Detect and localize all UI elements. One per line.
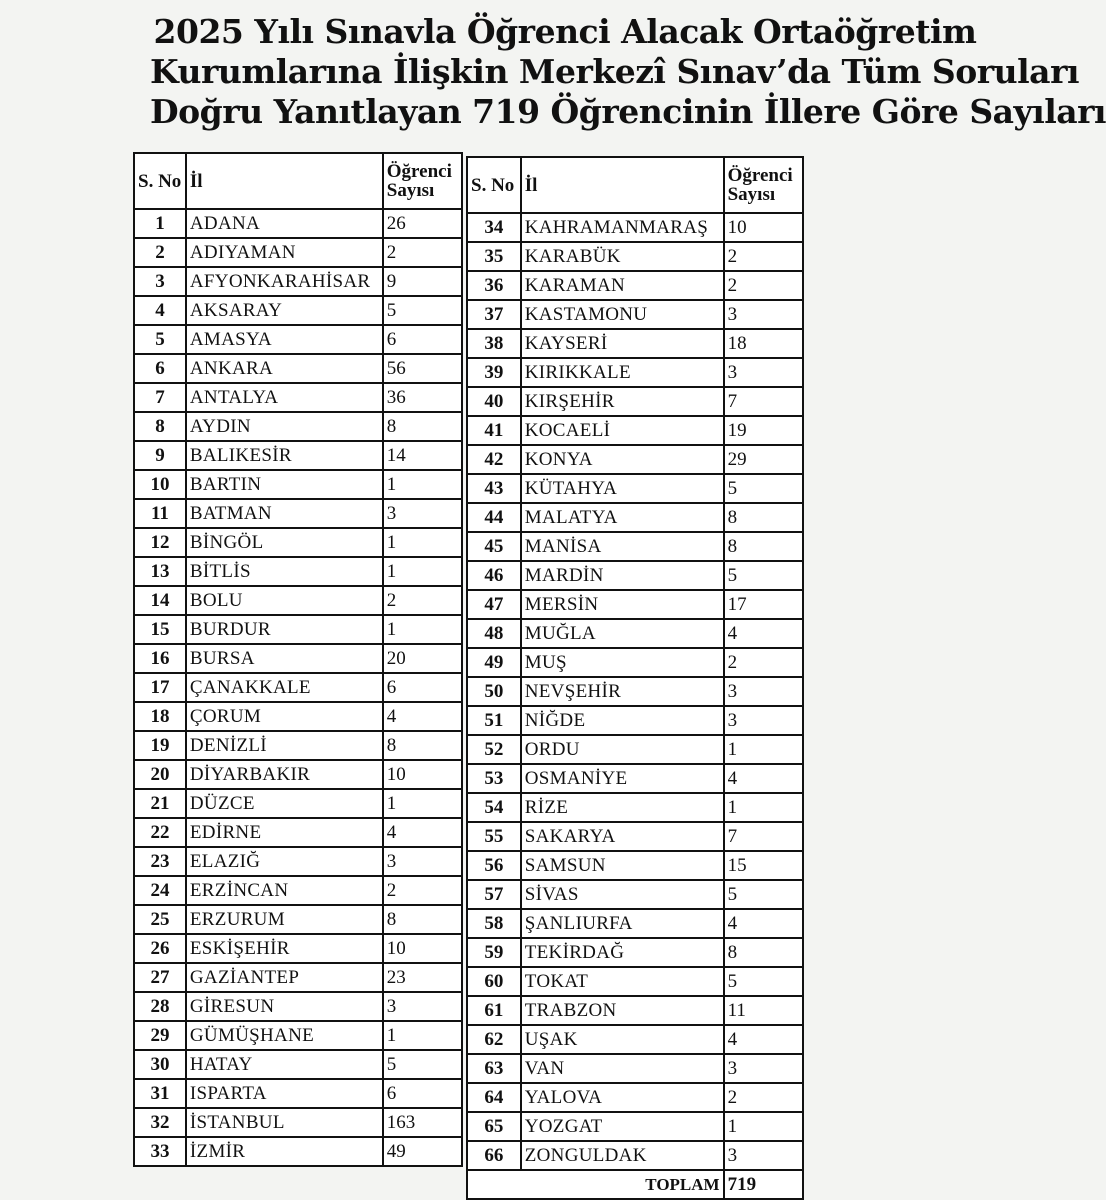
province-name: BATMAN	[186, 499, 383, 528]
student-count: 7	[724, 822, 803, 851]
student-count: 1	[724, 793, 803, 822]
province-name: AMASYA	[186, 325, 383, 354]
province-name: ZONGULDAK	[521, 1141, 724, 1170]
row-number: 32	[134, 1108, 186, 1137]
header-count-line1: Öğrenci	[386, 161, 452, 182]
right-province-table	[466, 156, 804, 1200]
table-header-row	[467, 157, 803, 213]
row-number: 2	[134, 238, 186, 267]
row-number: 4	[134, 296, 186, 325]
province-name: MALATYA	[521, 503, 724, 532]
table-row	[467, 1025, 803, 1054]
row-number: 33	[134, 1137, 186, 1166]
province-name: KONYA	[521, 445, 724, 474]
table-row	[134, 818, 462, 847]
row-number: 63	[467, 1054, 521, 1083]
province-name: VAN	[521, 1054, 724, 1083]
row-number: 16	[134, 644, 186, 673]
province-name: GİRESUN	[186, 992, 383, 1021]
student-count: 2	[724, 1083, 803, 1112]
table-row	[134, 702, 462, 731]
province-name: UŞAK	[521, 1025, 724, 1054]
province-name: EDİRNE	[186, 818, 383, 847]
table-row	[467, 329, 803, 358]
row-number: 48	[467, 619, 521, 648]
student-count: 4	[724, 909, 803, 938]
province-name: KARAMAN	[521, 271, 724, 300]
student-count: 19	[724, 416, 803, 445]
province-name: MERSİN	[521, 590, 724, 619]
table-row	[134, 847, 462, 876]
table-row	[467, 387, 803, 416]
province-name: KARABÜK	[521, 242, 724, 271]
row-number: 13	[134, 557, 186, 586]
table-row	[134, 1021, 462, 1050]
province-name: BİNGÖL	[186, 528, 383, 557]
table-row	[134, 644, 462, 673]
province-name: BURSA	[186, 644, 383, 673]
row-number: 7	[134, 383, 186, 412]
province-name: KÜTAHYA	[521, 474, 724, 503]
row-number: 65	[467, 1112, 521, 1141]
student-count: 2	[724, 648, 803, 677]
table-row	[134, 354, 462, 383]
province-name: SAMSUN	[521, 851, 724, 880]
row-number: 26	[134, 934, 186, 963]
title-line-1: 2025 Yılı Sınavla Öğrenci Alacak Ortaöğretim	[153, 12, 977, 51]
province-name: BURDUR	[186, 615, 383, 644]
row-number: 61	[467, 996, 521, 1025]
row-number: 62	[467, 1025, 521, 1054]
province-name: İSTANBUL	[186, 1108, 383, 1137]
table-row	[467, 532, 803, 561]
table-row	[134, 1108, 462, 1137]
student-count: 5	[724, 561, 803, 590]
table-row	[134, 238, 462, 267]
student-count: 1	[383, 470, 462, 499]
row-number: 34	[467, 213, 521, 242]
row-number: 49	[467, 648, 521, 677]
row-number: 53	[467, 764, 521, 793]
province-name: BOLU	[186, 586, 383, 615]
province-name: AFYONKARAHİSAR	[186, 267, 383, 296]
table-row	[134, 325, 462, 354]
student-count: 1	[383, 557, 462, 586]
header-count	[724, 157, 803, 213]
student-count: 3	[724, 677, 803, 706]
table-row	[134, 1079, 462, 1108]
student-count: 3	[724, 358, 803, 387]
student-count: 4	[724, 1025, 803, 1054]
table-row	[467, 1054, 803, 1083]
table-row	[134, 1050, 462, 1079]
table-row	[467, 1083, 803, 1112]
table-row	[467, 619, 803, 648]
row-number: 10	[134, 470, 186, 499]
student-count: 3	[724, 300, 803, 329]
province-name: DENİZLİ	[186, 731, 383, 760]
row-number: 64	[467, 1083, 521, 1112]
row-number: 8	[134, 412, 186, 441]
student-count: 4	[724, 619, 803, 648]
row-number: 18	[134, 702, 186, 731]
row-number: 39	[467, 358, 521, 387]
table-row	[134, 267, 462, 296]
table-row	[134, 789, 462, 818]
student-count: 1	[724, 1112, 803, 1141]
province-name: ERZURUM	[186, 905, 383, 934]
table-row	[134, 470, 462, 499]
table-row	[467, 503, 803, 532]
header-count-line1: Öğrenci	[727, 165, 793, 186]
province-name: KOCAELİ	[521, 416, 724, 445]
row-number: 52	[467, 735, 521, 764]
student-count: 11	[724, 996, 803, 1025]
student-count: 3	[724, 1141, 803, 1170]
province-name: ÇORUM	[186, 702, 383, 731]
province-name: ANKARA	[186, 354, 383, 383]
header-il: İl	[521, 157, 724, 213]
student-count: 14	[383, 441, 462, 470]
row-number: 20	[134, 760, 186, 789]
row-number: 55	[467, 822, 521, 851]
table-row	[134, 963, 462, 992]
province-name: ŞANLIURFA	[521, 909, 724, 938]
student-count: 6	[383, 325, 462, 354]
student-count: 26	[383, 209, 462, 238]
student-count: 36	[383, 383, 462, 412]
province-name: HATAY	[186, 1050, 383, 1079]
table-row	[467, 706, 803, 735]
row-number: 14	[134, 586, 186, 615]
total-label: TOPLAM	[467, 1170, 724, 1199]
student-count: 2	[724, 242, 803, 271]
total-row	[467, 1170, 803, 1199]
row-number: 44	[467, 503, 521, 532]
student-count: 8	[724, 938, 803, 967]
table-row	[467, 474, 803, 503]
province-name: KAYSERİ	[521, 329, 724, 358]
student-count: 8	[383, 731, 462, 760]
header-il: İl	[186, 153, 383, 209]
table-row	[134, 673, 462, 702]
student-count: 3	[724, 1054, 803, 1083]
province-name: AKSARAY	[186, 296, 383, 325]
student-count: 8	[383, 905, 462, 934]
table-row	[467, 445, 803, 474]
student-count: 163	[383, 1108, 462, 1137]
header-count	[383, 153, 462, 209]
table-row	[467, 213, 803, 242]
province-name: ESKİŞEHİR	[186, 934, 383, 963]
table-row	[467, 851, 803, 880]
page-title	[150, 12, 1106, 132]
row-number: 29	[134, 1021, 186, 1050]
student-count: 56	[383, 354, 462, 383]
province-name: TOKAT	[521, 967, 724, 996]
province-name: NEVŞEHİR	[521, 677, 724, 706]
left-province-table	[133, 152, 463, 1167]
province-name: BİTLİS	[186, 557, 383, 586]
student-count: 20	[383, 644, 462, 673]
table-row	[467, 764, 803, 793]
student-count: 3	[383, 499, 462, 528]
table-row	[134, 905, 462, 934]
province-name: GÜMÜŞHANE	[186, 1021, 383, 1050]
row-number: 6	[134, 354, 186, 383]
province-name: KIRIKKALE	[521, 358, 724, 387]
row-number: 22	[134, 818, 186, 847]
student-count: 10	[383, 760, 462, 789]
student-count: 2	[383, 876, 462, 905]
province-name: GAZİANTEP	[186, 963, 383, 992]
student-count: 9	[383, 267, 462, 296]
table-row	[467, 967, 803, 996]
student-count: 6	[383, 673, 462, 702]
student-count: 18	[724, 329, 803, 358]
student-count: 2	[724, 271, 803, 300]
table-row	[134, 876, 462, 905]
table-row	[134, 586, 462, 615]
province-name: BALIKESİR	[186, 441, 383, 470]
student-count: 8	[383, 412, 462, 441]
row-number: 30	[134, 1050, 186, 1079]
province-name: DÜZCE	[186, 789, 383, 818]
row-number: 31	[134, 1079, 186, 1108]
student-count: 8	[724, 503, 803, 532]
row-number: 56	[467, 851, 521, 880]
student-count: 15	[724, 851, 803, 880]
row-number: 1	[134, 209, 186, 238]
row-number: 23	[134, 847, 186, 876]
province-name: RİZE	[521, 793, 724, 822]
table-row	[467, 648, 803, 677]
province-name: ÇANAKKALE	[186, 673, 383, 702]
student-count: 1	[383, 615, 462, 644]
province-name: TRABZON	[521, 996, 724, 1025]
table-row	[467, 242, 803, 271]
table-row	[467, 677, 803, 706]
table-row	[134, 934, 462, 963]
province-name: İZMİR	[186, 1137, 383, 1166]
student-count: 5	[724, 880, 803, 909]
province-name: MUŞ	[521, 648, 724, 677]
row-number: 42	[467, 445, 521, 474]
student-count: 5	[724, 474, 803, 503]
row-number: 50	[467, 677, 521, 706]
header-count-line2: Sayısı	[386, 180, 435, 201]
row-number: 60	[467, 967, 521, 996]
table-row	[134, 992, 462, 1021]
student-count: 1	[383, 789, 462, 818]
province-name: YOZGAT	[521, 1112, 724, 1141]
student-count: 1	[383, 1021, 462, 1050]
student-count: 3	[383, 992, 462, 1021]
row-number: 24	[134, 876, 186, 905]
province-name: ADANA	[186, 209, 383, 238]
row-number: 43	[467, 474, 521, 503]
header-no: S. No	[134, 153, 186, 209]
row-number: 19	[134, 731, 186, 760]
row-number: 15	[134, 615, 186, 644]
table-row	[467, 938, 803, 967]
table-row	[467, 358, 803, 387]
province-name: ORDU	[521, 735, 724, 764]
row-number: 27	[134, 963, 186, 992]
province-name: ADIYAMAN	[186, 238, 383, 267]
student-count: 7	[724, 387, 803, 416]
province-name: TEKİRDAĞ	[521, 938, 724, 967]
table-row	[467, 909, 803, 938]
table-row	[134, 441, 462, 470]
student-count: 23	[383, 963, 462, 992]
table-row	[467, 1141, 803, 1170]
province-name: ANTALYA	[186, 383, 383, 412]
table-row	[467, 300, 803, 329]
province-name: KASTAMONU	[521, 300, 724, 329]
table-row	[134, 412, 462, 441]
row-number: 57	[467, 880, 521, 909]
province-name: KIRŞEHİR	[521, 387, 724, 416]
table-row	[467, 822, 803, 851]
student-count: 1	[383, 528, 462, 557]
province-name: DİYARBAKIR	[186, 760, 383, 789]
row-number: 45	[467, 532, 521, 561]
table-row	[467, 880, 803, 909]
student-count: 3	[383, 847, 462, 876]
province-name: SİVAS	[521, 880, 724, 909]
table-row	[134, 615, 462, 644]
row-number: 11	[134, 499, 186, 528]
province-name: ERZİNCAN	[186, 876, 383, 905]
province-name: SAKARYA	[521, 822, 724, 851]
row-number: 59	[467, 938, 521, 967]
row-number: 54	[467, 793, 521, 822]
left-table-body	[134, 209, 462, 1166]
table-row	[467, 793, 803, 822]
table-row	[467, 590, 803, 619]
student-count: 10	[383, 934, 462, 963]
row-number: 3	[134, 267, 186, 296]
row-number: 9	[134, 441, 186, 470]
row-number: 25	[134, 905, 186, 934]
table-row	[467, 561, 803, 590]
row-number: 46	[467, 561, 521, 590]
province-name: MUĞLA	[521, 619, 724, 648]
student-count: 4	[724, 764, 803, 793]
table-row	[134, 296, 462, 325]
province-name: OSMANİYE	[521, 764, 724, 793]
table-row	[134, 499, 462, 528]
row-number: 41	[467, 416, 521, 445]
row-number: 40	[467, 387, 521, 416]
table-row	[467, 271, 803, 300]
row-number: 66	[467, 1141, 521, 1170]
student-count: 17	[724, 590, 803, 619]
title-line-3: Doğru Yanıtlayan 719 Öğrencinin İllere Göre Sayıları	[150, 92, 1106, 131]
table-header-row	[134, 153, 462, 209]
title-line-2: Kurumlarına İlişkin Merkezî Sınav’da Tüm Soruları	[150, 52, 1079, 91]
table-row	[134, 209, 462, 238]
table-row	[134, 760, 462, 789]
student-count: 49	[383, 1137, 462, 1166]
student-count: 2	[383, 238, 462, 267]
province-name: AYDIN	[186, 412, 383, 441]
province-name: KAHRAMANMARAŞ	[521, 213, 724, 242]
province-name: YALOVA	[521, 1083, 724, 1112]
province-name: ELAZIĞ	[186, 847, 383, 876]
row-number: 51	[467, 706, 521, 735]
student-count: 5	[724, 967, 803, 996]
table-row	[134, 528, 462, 557]
student-count: 3	[724, 706, 803, 735]
student-count: 5	[383, 1050, 462, 1079]
table-row	[134, 383, 462, 412]
table-row	[467, 1112, 803, 1141]
row-number: 12	[134, 528, 186, 557]
row-number: 37	[467, 300, 521, 329]
student-count: 2	[383, 586, 462, 615]
province-name: MANİSA	[521, 532, 724, 561]
right-table-body	[467, 213, 803, 1170]
student-count: 8	[724, 532, 803, 561]
table-row	[467, 996, 803, 1025]
province-name: ISPARTA	[186, 1079, 383, 1108]
table-row	[467, 735, 803, 764]
table-row	[467, 416, 803, 445]
row-number: 47	[467, 590, 521, 619]
province-name: NİĞDE	[521, 706, 724, 735]
student-count: 4	[383, 818, 462, 847]
table-row	[134, 1137, 462, 1166]
student-count: 4	[383, 702, 462, 731]
row-number: 35	[467, 242, 521, 271]
header-no: S. No	[467, 157, 521, 213]
row-number: 17	[134, 673, 186, 702]
student-count: 5	[383, 296, 462, 325]
header-count-line2: Sayısı	[727, 184, 776, 205]
student-count: 1	[724, 735, 803, 764]
row-number: 28	[134, 992, 186, 1021]
row-number: 36	[467, 271, 521, 300]
table-row	[134, 731, 462, 760]
student-count: 29	[724, 445, 803, 474]
student-count: 6	[383, 1079, 462, 1108]
province-name: MARDİN	[521, 561, 724, 590]
total-value: 719	[724, 1170, 803, 1199]
row-number: 38	[467, 329, 521, 358]
table-row	[134, 557, 462, 586]
student-count: 10	[724, 213, 803, 242]
row-number: 58	[467, 909, 521, 938]
row-number: 21	[134, 789, 186, 818]
row-number: 5	[134, 325, 186, 354]
province-name: BARTIN	[186, 470, 383, 499]
